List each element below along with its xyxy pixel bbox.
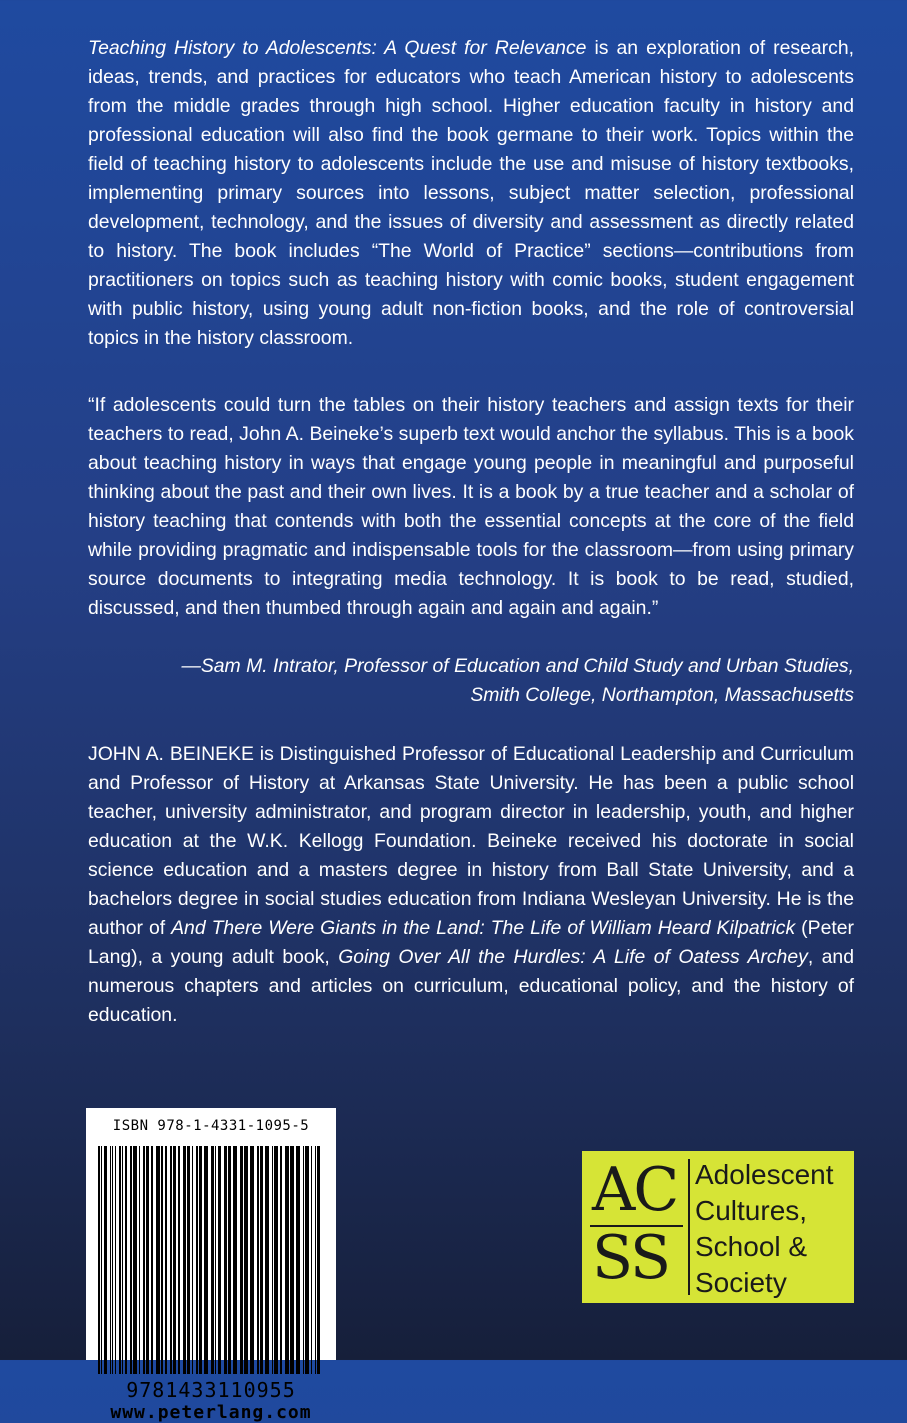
barcode-bar (183, 1146, 186, 1374)
bio-book-2: Going Over All the Hurdles: A Life of Oatess Archey (338, 946, 808, 968)
barcode-bar (204, 1146, 208, 1374)
monogram-bottom: SS (592, 1223, 670, 1293)
barcode-bar (119, 1146, 121, 1374)
barcode-bar (303, 1146, 304, 1374)
barcode-bar (156, 1146, 160, 1374)
endorsement-attribution (88, 652, 854, 710)
barcode-bar (272, 1146, 273, 1374)
barcode-bar (115, 1146, 116, 1374)
barcode-bar (290, 1146, 294, 1374)
barcode-bar (215, 1146, 216, 1374)
isbn-barcode (86, 1108, 336, 1423)
barcode-bar (161, 1146, 163, 1374)
barcode-bar (178, 1146, 180, 1374)
series-monogram (590, 1155, 683, 1295)
barcode-bar (265, 1146, 269, 1374)
barcode-bar (317, 1146, 320, 1374)
author-bio (88, 740, 854, 1030)
publisher-website: www.peterlang.com (110, 1402, 312, 1423)
series-name-line: Adolescent (695, 1159, 834, 1190)
barcode-bar (315, 1146, 316, 1374)
barcode-bars (96, 1146, 326, 1376)
barcode-bar (311, 1146, 312, 1374)
barcode-bar (305, 1146, 309, 1374)
bio-text-1: JOHN A. BEINEKE is Distinguished Professor of Educational Leadership and Curriculum and Professor of History at Arkansas State University. He has been a public school teacher, university administrator, and program director in leadership, youth, and higher education at the W.K. Kellogg Foundation. Beineke received his doctorate in social science education and a masters degree in history from Ball State University, and a bachelors degree in social studies education from Indiana Wesleyan University. He is the author of (88, 743, 854, 939)
book-title: Teaching History to Adolescents: A Quest for Relevance (88, 37, 587, 59)
barcode-bar (146, 1146, 149, 1374)
barcode-bar (104, 1146, 107, 1374)
barcode-bar (165, 1146, 167, 1374)
bio-text-3: , and numerous chapters and articles on curriculum, educational policy, and the history of education. (88, 946, 854, 1026)
barcode-bar (274, 1146, 278, 1374)
series-logo (582, 1151, 854, 1303)
barcode-bar (224, 1146, 227, 1374)
endorsement-quote: “If adolescents could turn the tables on their history teachers and assign texts for their teachers to read, John A. Beineke’s superb text would anchor the syllabus. This is a book about teaching history in ways that engage young people in meaningful and purposeful thinking about the past and their own lives. It is a book by a true teacher and a scholar of history teaching that contends with both the essential concepts at the core of the field while providing pragmatic and indispensable tools for the classroom—from using primary source documents to integrating media technology. It is book to be read, studied, discussed, and then thumbed through again and again and again.” (88, 394, 854, 619)
barcode-bar (244, 1146, 248, 1374)
barcode-bar (151, 1146, 153, 1374)
barcode-bar (250, 1146, 254, 1374)
barcode-bar (199, 1146, 202, 1374)
attribution-line-2: Smith College, Northampton, Massachusetts (470, 684, 854, 706)
isbn-label: ISBN 978-1-4331-1095-5 (112, 1118, 310, 1134)
barcode-bar (133, 1146, 137, 1374)
barcode-bar (218, 1146, 221, 1374)
barcode-bar (101, 1146, 102, 1374)
barcode-bar (110, 1146, 111, 1374)
barcode-bar (240, 1146, 243, 1374)
barcode-bar (228, 1146, 231, 1374)
series-name (695, 1157, 850, 1301)
barcode-bar (257, 1146, 259, 1374)
bio-text-2: (Peter Lang), a young adult book, (88, 917, 854, 968)
barcode-bar (112, 1146, 113, 1374)
barcode-bar (170, 1146, 172, 1374)
bio-book-1: And There Were Giants in the Land: The Life of William Heard Kilpatrick (171, 917, 796, 939)
series-name-line: Society (695, 1267, 787, 1298)
barcode-bar (211, 1146, 214, 1374)
barcode-bar (122, 1146, 123, 1374)
barcode-bar (296, 1146, 300, 1374)
barcode-bar (98, 1146, 100, 1374)
barcode-bar (233, 1146, 237, 1374)
description-paragraph (88, 34, 854, 353)
attribution-line-1: —Sam M. Intrator, Professor of Education and Child Study and Urban Studies, (181, 655, 854, 677)
barcode-digits: 9781433110955 (126, 1378, 296, 1402)
barcode-bar (260, 1146, 263, 1374)
barcode-bar (196, 1146, 198, 1374)
barcode-bar (173, 1146, 176, 1374)
barcode-bar (125, 1146, 127, 1374)
barcode-bar (285, 1146, 289, 1374)
barcode-bar (143, 1146, 145, 1374)
series-name-line: School & (695, 1231, 808, 1262)
barcode-bar (280, 1146, 282, 1374)
barcode-bar (192, 1146, 193, 1374)
logo-divider (688, 1159, 690, 1295)
barcode-bar (139, 1146, 140, 1374)
barcode-bar (187, 1146, 190, 1374)
barcode-bar (130, 1146, 132, 1374)
description-text: is an exploration of research, ideas, trends, and practices for educators who teach American history to adolescents from the middle grades through high school. Higher education faculty in history and professional education will also find the book germane to their work. Topics within the field of teaching history to adolescents include the use and misuse of history textbooks, implementing primary sources into lessons, subject matter selection, professional development, technology, and the issues of diversity and assessment as directly related to history. The book includes “The World of Practice” sections—contributions from practitioners on topics such as teaching history with comic books, student engagement with public history, using young adult non-fiction books, and the role of controversial topics in the history classroom. (88, 37, 855, 349)
monogram-top: AC (590, 1159, 683, 1227)
series-name-line: Cultures, (695, 1195, 808, 1226)
